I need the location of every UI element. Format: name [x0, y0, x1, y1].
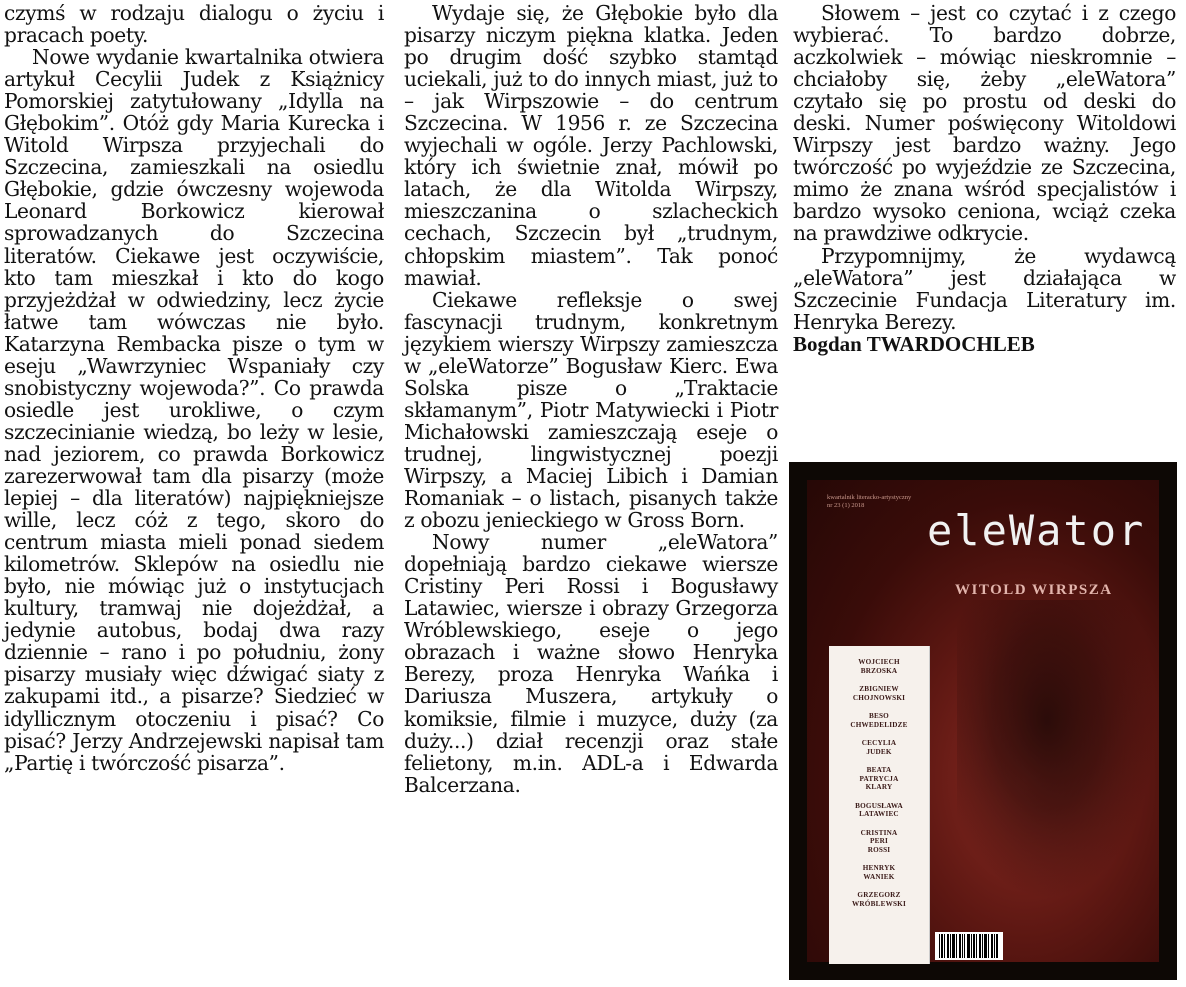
cover-author-name: BOGUSŁAWA LATAWIEC	[855, 801, 903, 818]
paragraph: Nowe wydanie kwartalnika otwiera artykuł Cecylii Judek z Książnicy Pomorskiej zatytułowany „Idylla na Głębokim”. Otóż gdy Maria Kurecka i Witold Wirpsza przyjechali do Szczecina, zamieszkali na osiedlu Głębokie, gdzie ówczesny wojewoda Leonard Borkowicz kierował sprowadzanych do Szczecina literatów. Ciekawe jest oczywiście, kto tam mieszkał i kto do kogo przyjeżdżał w odwiedziny, lecz życie łatwe tam wówczas nie było. Katarzyna Rembacka pisze o tym w eseju „Wawrzyniec Wspaniały czy snobistyczny wojewoda?”. Co prawda osiedle jest urokliwe, o czym szczecinianie wiedzą, bo leży w lesie, nad jeziorem, co prawda Borkowicz zarezerwował tam dla pisarzy (może lepiej – dla literatów) najpiękniejsze wille, lecz cóż z tego, skoro do centrum miasta mieli ponad siedem kilometrów. Sklepów na osiedlu nie było, nie mówiąc już o instytucjach kultury, tramwaj nie dojeżdżał, a jedynie autobus, bodaj dwa razy dziennie – rano i po południu, żony pisarzy musiały więc dźwigać siaty z zakupami itd., a pisarze? Siedzieć w idyllicznym otoczeniu i pisać? Co pisać? Jerzy Andrzejewski napisał tam „Partię i twórczość pisarza”.	[4, 45, 384, 775]
cover-artwork	[807, 480, 1159, 962]
paragraph: Słowem – jest co czytać i z czego wybierać. To bardzo dobrze, aczkolwiek – mówiąc nieskromnie – chciałoby się, żeby „eleWatora” czytało się po prostu od deski do deski. Numer poświęcony Witoldowi Wirpszy jest bardzo ważny. Jego twórczość po wyjeździe ze Szczecina, mimo że znana wśród specjalistów i bardzo wysoko ceniona, wciąż czeka na prawdziwe odkrycie.	[793, 1, 1176, 246]
cover-header-text: kwartalnik literacko-artystyczny nr 23 (1) 2018	[827, 494, 912, 509]
cover-author-name: WOJCIECH BRZOSKA	[858, 658, 900, 675]
cover-title: eleWator	[927, 506, 1146, 555]
cover-author-name: HENRYK WANIEK	[862, 864, 896, 881]
cover-author-name: BEATA PATRYCJA KLARY	[859, 766, 899, 791]
paragraph: Wydaje się, że Głębokie było dla pisarzy niczym piękna klatka. Jeden po drugim dość szybko stamtąd uciekali, już to do innych miast, już to – jak Wirpszowie – do centrum Szczecina. W 1956 r. ze Szczecina wyjechali w ogóle. Jerzy Pachlowski, który ich świetnie znał, mówił po latach, że dla Witolda Wirpszy, mieszczanina o szlacheckich cechach, Szczecin był „trudnym, chłopskim miastem”. Tak ponoć mawiał.	[404, 1, 778, 290]
paragraph: Przypomnijmy, że wydawcą „eleWatora” jest działająca w Szczecinie Fundacja Literatury im. Henryka Berezy.	[793, 243, 1176, 334]
cover-subtitle: WITOLD WIRPSZA	[955, 582, 1113, 598]
paragraph: Ciekawe refleksje o swej fascynacji trudnym, konkretnym językiem wierszy Wirpszy zamieszcza w „eleWatorze” Bogusław Kierc. Ewa Solska pisze o „Traktacie skłamanym”, Piotr Matywiecki i Piotr Michałowski zamieszczają eseje o trudnej, lingwistycznej poezji Wirpszy, a Maciej Libich i Damian Romaniak – o listach, pisanych także z obozu jenieckiego w Gross Born.	[404, 287, 778, 533]
article-column-3	[793, 2, 1176, 355]
cover-author-name: BESO CHWEDELIDZE	[850, 712, 908, 729]
paragraph: Nowy numer „eleWatora” dopełniają bardzo ciekawe wiersze Cristiny Peri Rossi i Bogusławy Latawiec, wiersze i obrazy Grzegorza Wróblewskiego, eseje o jego obrazach i ważne słowo Henryka Berezy, proza Henryka Wańka i Dariusza Muszera, artykuły o komiksie, filmie i muzyce, duży (za duży...) dział recenzji oraz stałe felietony, m.in. ADL-a i Edwarda Balcerzana.	[404, 530, 778, 797]
cover-author-name: CRISTINA PERI ROSSI	[860, 828, 898, 854]
portrait-silhouette	[957, 600, 1157, 900]
cover-author-name: CECYLIA JUDEK	[861, 739, 897, 756]
cover-author-name: GRZEGORZ WRÓBLEWSKI	[852, 891, 906, 908]
magazine-cover-image	[789, 462, 1177, 980]
article-column-2	[404, 2, 778, 796]
cover-author-name: ZBIGNIEW CHOJNOWSKI	[852, 685, 906, 702]
article-column-1	[4, 2, 384, 774]
paragraph: czymś w rodzaju dialogu o życiu i pracach poety.	[4, 1, 384, 48]
author-signature: Bogdan TWARDOCHLEB	[793, 331, 1035, 356]
barcode-icon	[935, 932, 1003, 960]
cover-author-list	[829, 646, 930, 964]
